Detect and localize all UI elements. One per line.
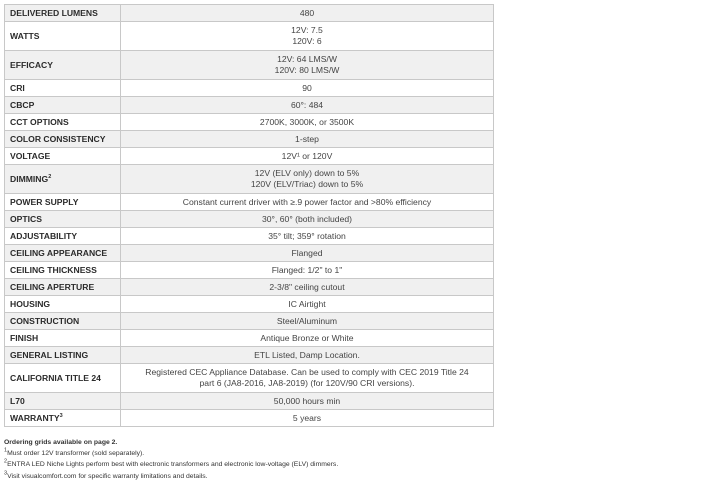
spec-value — [121, 22, 494, 51]
spec-value-line: 5 years — [292, 412, 322, 423]
spec-label-text: CALIFORNIA TITLE 24 — [10, 372, 101, 383]
spec-label — [5, 131, 121, 148]
spec-label-text: CEILING APERTURE — [10, 281, 95, 292]
spec-value — [121, 97, 494, 114]
spec-row — [5, 5, 494, 22]
spec-label-text: GENERAL LISTING — [10, 349, 89, 360]
specifications-table-body — [5, 5, 494, 427]
spec-value — [121, 165, 494, 194]
spec-row — [5, 313, 494, 330]
spec-row — [5, 330, 494, 347]
spec-label — [5, 5, 121, 22]
spec-value-line: 2-3/8" ceiling cutout — [269, 281, 345, 292]
spec-row — [5, 228, 494, 245]
spec-value-line: 50,000 hours min — [273, 395, 341, 406]
spec-label — [5, 148, 121, 165]
spec-value — [121, 393, 494, 410]
footnote-text: Visit visualcomfort.com for specific warranty limitations and details. — [7, 472, 208, 480]
spec-row — [5, 80, 494, 97]
spec-value — [121, 364, 494, 393]
spec-row — [5, 165, 494, 194]
spec-label — [5, 228, 121, 245]
spec-label-text: WARRANTY — [10, 412, 60, 423]
spec-label-text: FINISH — [10, 332, 39, 343]
spec-value-line: Constant current driver with ≥.9 power factor and >80% efficiency — [182, 196, 432, 207]
spec-value — [121, 114, 494, 131]
ordering-note: Ordering grids available on page 2. — [4, 439, 118, 446]
spec-value-line: ETL Listed, Damp Location. — [254, 349, 360, 360]
spec-label-text: CEILING APPEARANCE — [10, 247, 108, 258]
spec-value — [121, 245, 494, 262]
footnote-text: ENTRA LED Niche Lights perform best with electronic transformers and electronic low-voltage (ELV) dimmers. — [7, 461, 339, 469]
spec-row — [5, 194, 494, 211]
spec-row — [5, 296, 494, 313]
spec-value-line: 120V: 80 LMS/W — [274, 65, 340, 75]
spec-label-text: CONSTRUCTION — [10, 315, 80, 326]
spec-value-line: 12V (ELV only) down to 5% — [254, 168, 360, 178]
spec-value — [121, 5, 494, 22]
spec-label — [5, 51, 121, 80]
footnote-list — [4, 448, 604, 482]
spec-value — [121, 410, 494, 427]
spec-value-line: Antique Bronze or White — [260, 332, 354, 343]
spec-value-line: Flanged — [291, 247, 323, 258]
spec-label — [5, 393, 121, 410]
spec-value — [121, 296, 494, 313]
spec-label — [5, 97, 121, 114]
footnote-marker: 2 — [48, 173, 52, 180]
spec-value-line: 1-step — [295, 133, 319, 144]
spec-label-text: CEILING THICKNESS — [10, 264, 97, 275]
spec-label — [5, 330, 121, 347]
spec-label-text: DIMMING — [10, 173, 49, 184]
spec-row — [5, 211, 494, 228]
spec-value — [121, 228, 494, 245]
spec-value — [121, 262, 494, 279]
spec-row — [5, 279, 494, 296]
footnote — [4, 448, 604, 459]
spec-value-line: 12V: 7.5 — [291, 25, 323, 35]
footnote-number: 3 — [4, 470, 8, 477]
spec-label-text: CCT OPTIONS — [10, 116, 69, 127]
footnote — [4, 459, 604, 470]
spec-label-text: EFFICACY — [10, 59, 53, 70]
spec-label — [5, 80, 121, 97]
spec-value — [121, 131, 494, 148]
spec-value-line: 60°: 484 — [290, 99, 324, 110]
spec-value-line: part 6 (JA8-2016, JA8-2019) (for 120V/90 CRI versions). — [199, 378, 415, 388]
spec-label — [5, 22, 121, 51]
spec-value — [121, 279, 494, 296]
footnote — [4, 471, 604, 482]
spec-value-line: IC Airtight — [288, 298, 326, 309]
spec-value — [121, 148, 494, 165]
spec-row — [5, 22, 494, 51]
spec-row — [5, 245, 494, 262]
spec-row — [5, 262, 494, 279]
spec-label — [5, 114, 121, 131]
spec-row — [5, 131, 494, 148]
spec-label-text: ADJUSTABILITY — [10, 230, 78, 241]
spec-value — [121, 330, 494, 347]
footnote-text: Must order 12V transformer (sold separately). — [7, 450, 145, 458]
spec-value — [121, 211, 494, 228]
spec-row — [5, 393, 494, 410]
spec-label — [5, 296, 121, 313]
spec-value — [121, 51, 494, 80]
footnote-marker: 3 — [59, 412, 63, 419]
spec-label-text: DELIVERED LUMENS — [10, 7, 98, 18]
spec-label — [5, 245, 121, 262]
spec-label-text: COLOR CONSISTENCY — [10, 133, 106, 144]
spec-label-text: WATTS — [10, 30, 40, 41]
spec-label-text: HOUSING — [10, 298, 51, 309]
spec-value-line: 12V¹ or 120V — [281, 150, 333, 161]
spec-row — [5, 347, 494, 364]
spec-row — [5, 114, 494, 131]
spec-value-line: Registered CEC Appliance Database. Can be used to comply with CEC 2019 Title 24 — [145, 367, 469, 377]
spec-row — [5, 364, 494, 393]
spec-value-line: 120V (ELV/Triac) down to 5% — [250, 179, 364, 189]
spec-value-line: 90 — [302, 82, 312, 93]
spec-label — [5, 410, 121, 427]
spec-value-line: Steel/Aluminum — [276, 315, 338, 326]
spec-row — [5, 51, 494, 80]
spec-label-text: L70 — [10, 395, 25, 406]
spec-value — [121, 347, 494, 364]
spec-label-text: CRI — [10, 82, 25, 93]
spec-label — [5, 313, 121, 330]
spec-label — [5, 194, 121, 211]
spec-label — [5, 211, 121, 228]
spec-label — [5, 279, 121, 296]
spec-label — [5, 262, 121, 279]
footnote-number: 1 — [4, 447, 8, 454]
spec-value-line: 120V: 6 — [292, 36, 322, 46]
footnote-number: 2 — [4, 459, 8, 466]
spec-label — [5, 364, 121, 393]
spec-row — [5, 410, 494, 427]
spec-value-line: 2700K, 3000K, or 3500K — [259, 116, 355, 127]
spec-label — [5, 165, 121, 194]
spec-value — [121, 80, 494, 97]
spec-value-line: 30°, 60° (both included) — [261, 213, 352, 224]
spec-value-line: 12V: 64 LMS/W — [277, 54, 337, 64]
spec-value-line: 480 — [299, 7, 315, 18]
spec-label-text: OPTICS — [10, 213, 42, 224]
spec-value-line: 35° tilt; 359° rotation — [268, 230, 346, 241]
spec-label-text: VOLTAGE — [10, 150, 51, 161]
spec-label-text: POWER SUPPLY — [10, 196, 79, 207]
spec-value-line: Flanged: 1/2" to 1" — [271, 264, 343, 275]
spec-row — [5, 148, 494, 165]
spec-label-text: CBCP — [10, 99, 35, 110]
spec-row — [5, 97, 494, 114]
spec-value — [121, 313, 494, 330]
spec-label — [5, 347, 121, 364]
specifications-table — [4, 4, 494, 427]
spec-value — [121, 194, 494, 211]
footnotes — [4, 437, 604, 482]
